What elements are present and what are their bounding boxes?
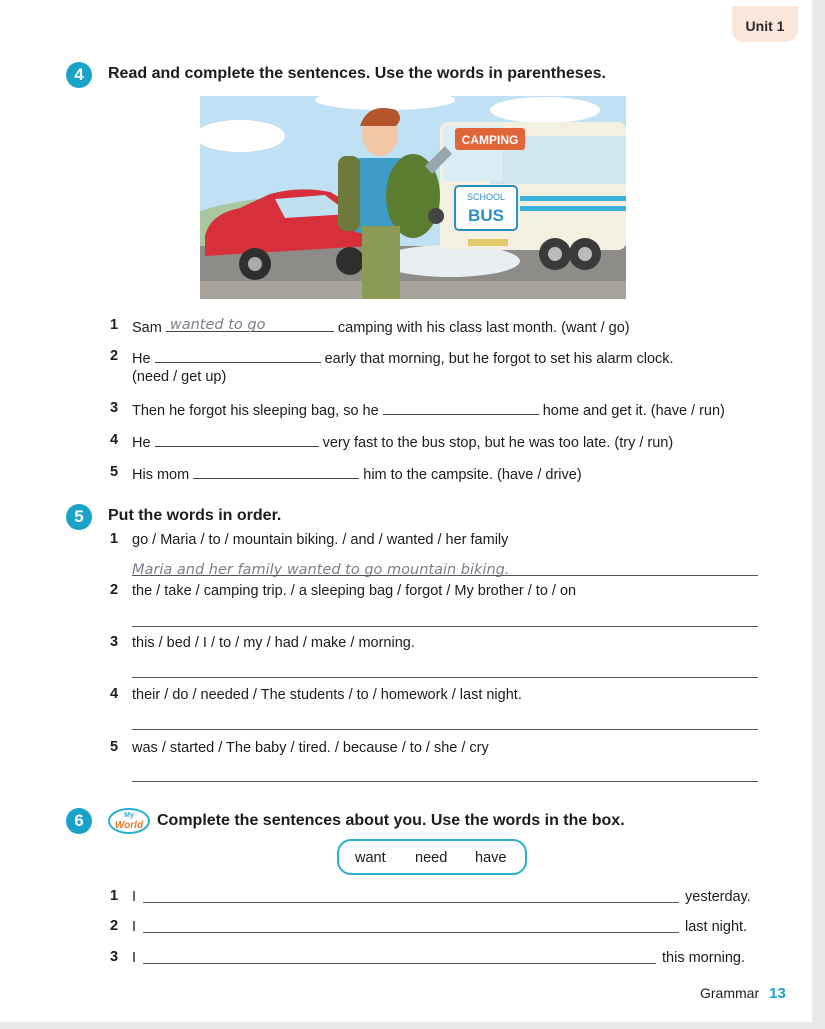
- sentence-text: very fast to the bus stop, but he was too late. (try / run): [322, 435, 674, 451]
- ex6-start-3: I: [132, 950, 137, 966]
- exercise-4-instruction: Read and complete the sentences. Use the words in parentheses.: [108, 65, 606, 82]
- ex4-sentence-3: [132, 400, 725, 420]
- ex4-sentence-5: [132, 464, 582, 484]
- ex6-end-2: last night.: [685, 919, 748, 935]
- ex5-prompt-3: this / bed / I / to / my / had / make / morning.: [132, 635, 415, 651]
- ex6-answer-line-3[interactable]: [143, 963, 656, 964]
- ex5-item-number: 4: [110, 686, 119, 702]
- exercise-5-instruction: Put the words in order.: [108, 507, 282, 524]
- answer-blank[interactable]: [193, 464, 359, 479]
- ex4-item-number: 2: [110, 348, 119, 364]
- ex5-item-number: 5: [110, 739, 119, 755]
- school-sign: SCHOOL: [466, 192, 506, 202]
- bus-sign: BUS: [468, 206, 504, 225]
- ex5-item-number: 2: [110, 582, 119, 598]
- my-world-logo: [108, 806, 150, 834]
- ex6-end-3: this morning.: [662, 950, 746, 966]
- ex6-end-1: yesterday.: [685, 889, 751, 905]
- sentence-text: him to the campsite. (have / drive): [363, 467, 582, 483]
- my-world-logo-text-bottom: World: [114, 820, 144, 831]
- ex6-start-2: I: [132, 919, 137, 935]
- page-footer: [700, 985, 786, 1002]
- ex4-sentence-2-continuation: (need / get up): [132, 369, 227, 385]
- ex6-start-1: I: [132, 889, 137, 905]
- handwritten-answer: wanted to go: [169, 317, 266, 333]
- ex4-item-number: 1: [110, 317, 119, 333]
- word-box-word: need: [415, 850, 448, 866]
- ex5-answer-line-4[interactable]: [132, 729, 758, 730]
- word-box-word: have: [475, 850, 507, 866]
- sentence-text: Then he forgot his sleeping bag, so he: [132, 403, 379, 419]
- ex5-handwritten-answer-1: Maria and her family wanted to go mountain biking.: [132, 562, 510, 578]
- ex5-item-number: 3: [110, 634, 119, 650]
- ex6-answer-line-1[interactable]: [143, 902, 679, 903]
- exercise-6-number: 6: [66, 808, 92, 834]
- ex5-prompt-1: go / Maria / to / mountain biking. / and / wanted / her family: [132, 532, 509, 548]
- exercise-4-number: 4: [66, 62, 92, 88]
- ex5-answer-line-2[interactable]: [132, 626, 758, 627]
- word-box-word: want: [355, 850, 386, 866]
- ex5-prompt-5: was / started / The baby / tired. / because / to / she / cry: [132, 740, 489, 756]
- page-number: 13: [769, 985, 786, 1002]
- unit-tab: Unit 1: [732, 6, 798, 42]
- answer-blank[interactable]: [155, 348, 321, 363]
- sentence-text: Sam: [132, 320, 162, 336]
- section-label: Grammar: [700, 985, 760, 1001]
- ex6-item-number: 3: [110, 949, 119, 965]
- ex5-item-number: 1: [110, 531, 119, 547]
- camping-sign: CAMPING: [461, 133, 519, 147]
- ex5-answer-line-1[interactable]: [132, 575, 758, 576]
- sentence-text: home and get it. (have / run): [542, 403, 725, 419]
- ex5-answer-line-5[interactable]: [132, 781, 758, 782]
- answer-blank[interactable]: [383, 400, 539, 415]
- sentence-text: He: [132, 351, 151, 367]
- ex4-sentence-2: [132, 348, 674, 368]
- word-box: [337, 839, 527, 875]
- camping-illustration: [200, 96, 626, 299]
- ex6-item-number: 1: [110, 888, 119, 904]
- sentence-text: early that morning, but he forgot to set his alarm clock.: [324, 351, 674, 367]
- ex4-sentence-4: [132, 432, 673, 452]
- ex4-sentence-1: [132, 317, 630, 337]
- answer-blank[interactable]: [155, 432, 319, 447]
- ex5-prompt-4: their / do / needed / The students / to / homework / last night.: [132, 687, 522, 703]
- ex5-prompt-2: the / take / camping trip. / a sleeping bag / forgot / My brother / to / on: [132, 583, 577, 599]
- sentence-text: His mom: [132, 467, 190, 483]
- exercise-5-number: 5: [66, 504, 92, 530]
- exercise-6-instruction: Complete the sentences about you. Use the words in the box.: [157, 812, 625, 829]
- sentence-text: camping with his class last month. (want / go): [337, 320, 630, 336]
- ex4-item-number: 3: [110, 400, 119, 416]
- sentence-text: He: [132, 435, 151, 451]
- ex4-item-number: 5: [110, 464, 119, 480]
- ex6-answer-line-2[interactable]: [143, 932, 679, 933]
- my-world-logo-text-top: My: [124, 812, 134, 819]
- answer-blank[interactable]: [166, 317, 334, 332]
- ex6-item-number: 2: [110, 918, 119, 934]
- ex4-item-number: 4: [110, 432, 119, 448]
- ex5-answer-line-3[interactable]: [132, 677, 758, 678]
